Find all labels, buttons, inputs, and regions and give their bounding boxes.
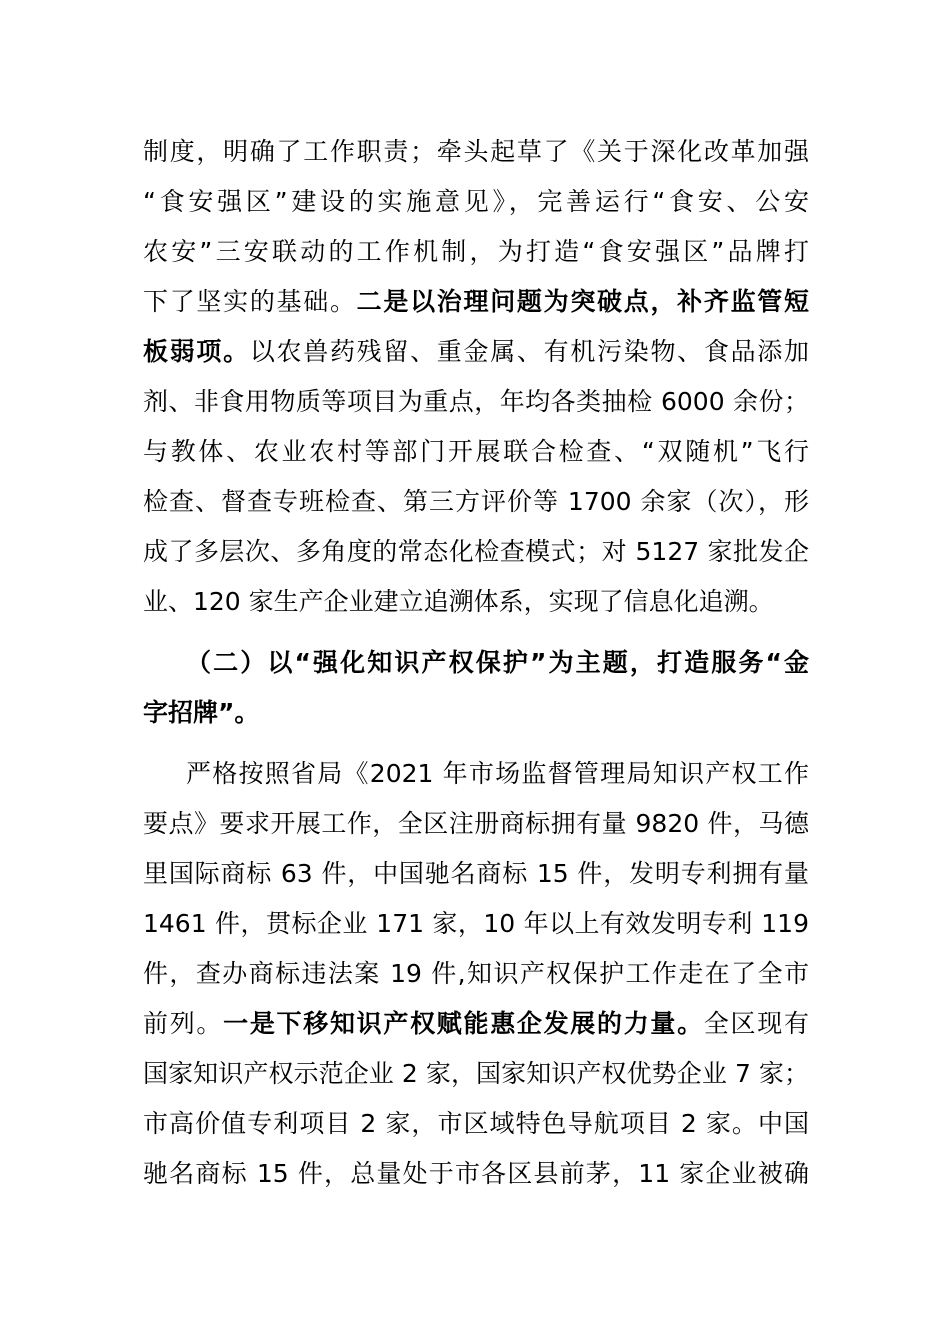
body-line: “食安强区”建设的实施意见》，完善运行“食安、公安 [143,187,809,216]
body-line: 与教体、农业农村等部门开展联合检查、“双随机”飞行 [143,437,809,466]
body-line: 里国际商标 63 件，中国驰名商标 15 件，发明专利拥有量 [143,859,809,888]
body-line [143,327,809,377]
body-line: 业、120 家生产企业建立追溯体系，实现了信息化追溯。 [143,587,774,616]
body-line: 严格按照省局《2021 年市场监督管理局知识产权工作 [186,759,809,788]
body-text: 前列。 [143,1009,224,1038]
body-text: 全区现有 [703,1009,809,1038]
body-line: 市高价值专利项目 2 家，市区域特色导航项目 2 家。中国 [143,1109,809,1138]
body-line: 农安”三安联动的工作机制，为打造“食安强区”品牌打 [143,237,809,266]
body-text: 下了坚实的基础。 [143,287,357,316]
section-heading: （二）以“强化知识产权保护”为主题，打造服务“金 [186,648,809,677]
bold-lead-sentence: 一是下移知识产权赋能惠企发展的力量。 [223,1009,704,1038]
body-line: 检查、督查专班检查、第三方评价等 1700 余家（次），形 [143,487,809,516]
body-line: 驰名商标 15 件，总量处于市各区县前茅，11 家企业被确 [143,1159,809,1188]
body-line: 1461 件，贯标企业 171 家，10 年以上有效发明专利 119 [143,909,809,938]
body-text: 以农兽药残留、重金属、有机污染物、食品添加 [249,337,809,366]
bold-lead-sentence: 板弱项。 [143,337,250,366]
bold-lead-sentence: 二是以治理问题为突破点，补齐监管短 [356,287,809,316]
body-line: 剂、非食用物质等项目为重点，年均各类抽检 6000 余份； [143,387,809,416]
body-line [143,277,809,327]
body-line [143,999,809,1049]
body-line: 件，查办商标违法案 19 件,知识产权保护工作走在了全市 [143,959,809,988]
body-line: 制度，明确了工作职责；牵头起草了《关于深化改革加强 [143,137,809,166]
body-line: 要点》要求开展工作，全区注册商标拥有量 9820 件，马德 [143,809,809,838]
body-line: 国家知识产权示范企业 2 家，国家知识产权优势企业 7 家； [143,1059,809,1088]
body-line: 成了多层次、多角度的常态化检查模式；对 5127 家批发企 [143,537,809,566]
section-heading: 字招牌”。 [143,698,260,727]
